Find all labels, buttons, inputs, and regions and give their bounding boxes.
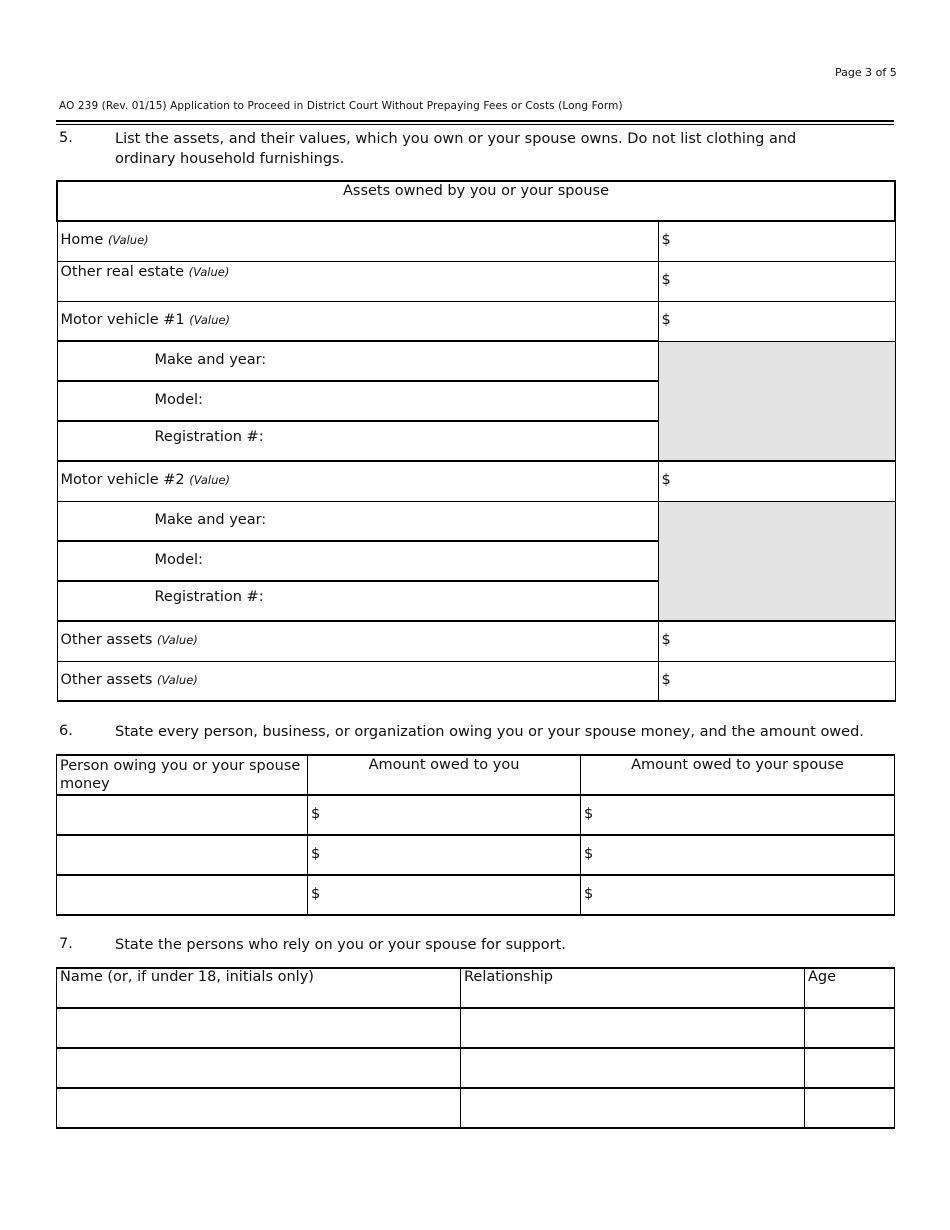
dependent-relationship-field[interactable]	[461, 1088, 805, 1128]
owed-to-spouse-field[interactable]: $	[581, 875, 895, 915]
vehicle-2-model[interactable]: Model:	[57, 541, 658, 581]
asset-row-other-assets: Other assets (Value)	[57, 621, 658, 661]
dependent-name-field[interactable]	[57, 1008, 461, 1048]
col-header-age: Age	[805, 968, 895, 1008]
home-value-field[interactable]	[678, 221, 895, 261]
shaded-area	[658, 501, 895, 621]
assets-table	[56, 180, 896, 702]
dependent-age-field[interactable]	[805, 1008, 895, 1048]
dollar-sign: $	[658, 461, 678, 501]
col-header-name: Name (or, if under 18, initials only)	[57, 968, 461, 1008]
col-header-person: Person owing you or your spouse money	[57, 755, 308, 795]
dollar-sign: $	[658, 621, 678, 661]
dollar-sign: $	[658, 301, 678, 341]
page-number: Page 3 of 5	[835, 66, 897, 79]
vehicle-1-registration[interactable]: Registration #:	[57, 421, 658, 461]
owed-to-spouse-field[interactable]: $	[581, 835, 895, 875]
dollar-sign: $	[658, 661, 678, 701]
col-header-owed-to-you: Amount owed to you	[308, 755, 581, 795]
dependent-age-field[interactable]	[805, 1048, 895, 1088]
owed-to-you-field[interactable]: $	[308, 875, 581, 915]
dependent-name-field[interactable]	[57, 1048, 461, 1088]
dependent-name-field[interactable]	[57, 1088, 461, 1128]
form-identifier: AO 239 (Rev. 01/15) Application to Proceed in District Court Without Prepaying Fees or Costs (Long Form)	[59, 100, 623, 112]
header-rule-thin	[56, 124, 894, 125]
dependent-age-field[interactable]	[805, 1088, 895, 1128]
dollar-sign: $	[658, 261, 678, 301]
debtor-name-field[interactable]	[57, 795, 308, 835]
debtors-table	[56, 754, 895, 916]
vehicle-2-make-year[interactable]: Make and year:	[57, 501, 658, 541]
vehicle-1-make-year[interactable]: Make and year:	[57, 341, 658, 381]
vehicle-1-model[interactable]: Model:	[57, 381, 658, 421]
owed-to-you-field[interactable]: $	[308, 795, 581, 835]
question-7-text: State the persons who rely on you or your spouse for support.	[115, 937, 566, 953]
debtor-name-field[interactable]	[57, 875, 308, 915]
dependent-relationship-field[interactable]	[461, 1048, 805, 1088]
question-5-text: List the assets, and their values, which you own or your spouse owns. Do not list clothing and ordinary household furnishings.	[115, 131, 797, 167]
vehicle-2-value-field[interactable]	[678, 461, 895, 501]
shaded-area	[658, 341, 895, 461]
asset-row-other-real-estate: Other real estate (Value)	[57, 261, 658, 301]
owed-to-spouse-field[interactable]: $	[581, 795, 895, 835]
other-real-estate-value-field[interactable]	[678, 261, 895, 301]
other-assets-value-field-1[interactable]	[678, 621, 895, 661]
asset-row-vehicle-2: Motor vehicle #2 (Value)	[57, 461, 658, 501]
dependents-table	[56, 967, 895, 1129]
dollar-sign: $	[658, 221, 678, 261]
dependent-relationship-field[interactable]	[461, 1008, 805, 1048]
col-header-relationship: Relationship	[461, 968, 805, 1008]
asset-row-home: Home (Value)	[57, 221, 658, 261]
header-rule	[56, 120, 894, 122]
assets-table-title: Assets owned by you or your spouse	[57, 181, 895, 221]
other-assets-value-field-2[interactable]	[678, 661, 895, 701]
question-7-number: 7.	[59, 936, 73, 952]
debtor-name-field[interactable]	[57, 835, 308, 875]
vehicle-1-value-field[interactable]	[678, 301, 895, 341]
asset-row-other-assets: Other assets (Value)	[57, 661, 658, 701]
question-6-text: State every person, business, or organization owing you or your spouse money, and the amount owed.	[115, 724, 864, 740]
asset-row-vehicle-1: Motor vehicle #1 (Value)	[57, 301, 658, 341]
question-5-number: 5.	[59, 130, 73, 146]
col-header-owed-to-spouse: Amount owed to your spouse	[581, 755, 895, 795]
owed-to-you-field[interactable]: $	[308, 835, 581, 875]
vehicle-2-registration[interactable]: Registration #:	[57, 581, 658, 621]
question-6-number: 6.	[59, 723, 73, 739]
